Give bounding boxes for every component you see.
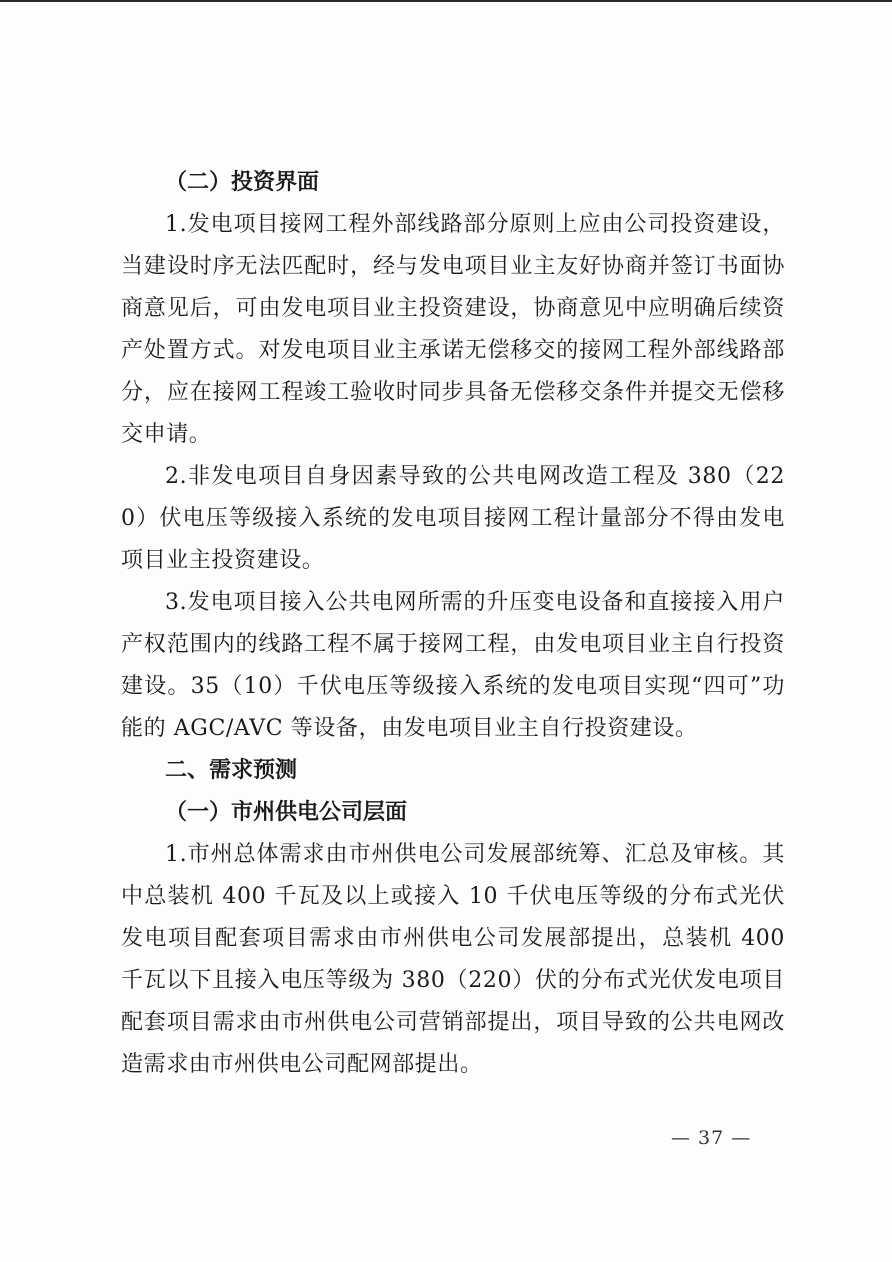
paragraph-2: 2.非发电项目自身因素导致的公共电网改造工程及 380（220）伏电压等级接入系统的发电项目接网工程计量部分不得由发电项目业主投资建设。	[121, 464, 785, 573]
paragraph-3: 3.发电项目接入公共电网所需的升压变电设备和直接接入用户产权范围内的线路工程不属于接网工程，由发电项目业主自行投资建设。35（10）千伏电压等级接入系统的发电项目实现“四可”功能的 AGC/AVC 等设备，由发电项目业主自行投资建设。	[121, 590, 785, 741]
document-body	[121, 162, 785, 1086]
top-border-line	[0, 0, 892, 2]
section-heading-city-company-level: （一）市州供电公司层面	[165, 800, 408, 825]
section-heading-demand-forecast: 二、需求预测	[165, 758, 298, 783]
paragraph-4: 1.市州总体需求由市州供电公司发展部统筹、汇总及审核。其中总装机 400 千瓦及以上或接入 10 千伏电压等级的分布式光伏发电项目配套项目需求由市州供电公司发展部提出，总装机 400 千瓦以下且接入电压等级为 380（220）伏的分布式光伏发电项目配套项目需求由市州供电公司营销部提出，项目导致的公共电网改造需求由市州供电公司配网部提出。	[121, 842, 785, 1077]
page-number: — 37 —	[671, 1127, 752, 1149]
paragraph-1: 1.发电项目接网工程外部线路部分原则上应由公司投资建设，当建设时序无法匹配时，经与发电项目业主友好协商并签订书面协商意见后，可由发电项目业主投资建设，协商意见中应明确后续资产处置方式。对发电项目业主承诺无偿移交的接网工程外部线路部分，应在接网工程竣工验收时同步具备无偿移交条件并提交无偿移交申请。	[121, 212, 785, 447]
section-heading-investment-interface: （二）投资界面	[165, 170, 320, 195]
